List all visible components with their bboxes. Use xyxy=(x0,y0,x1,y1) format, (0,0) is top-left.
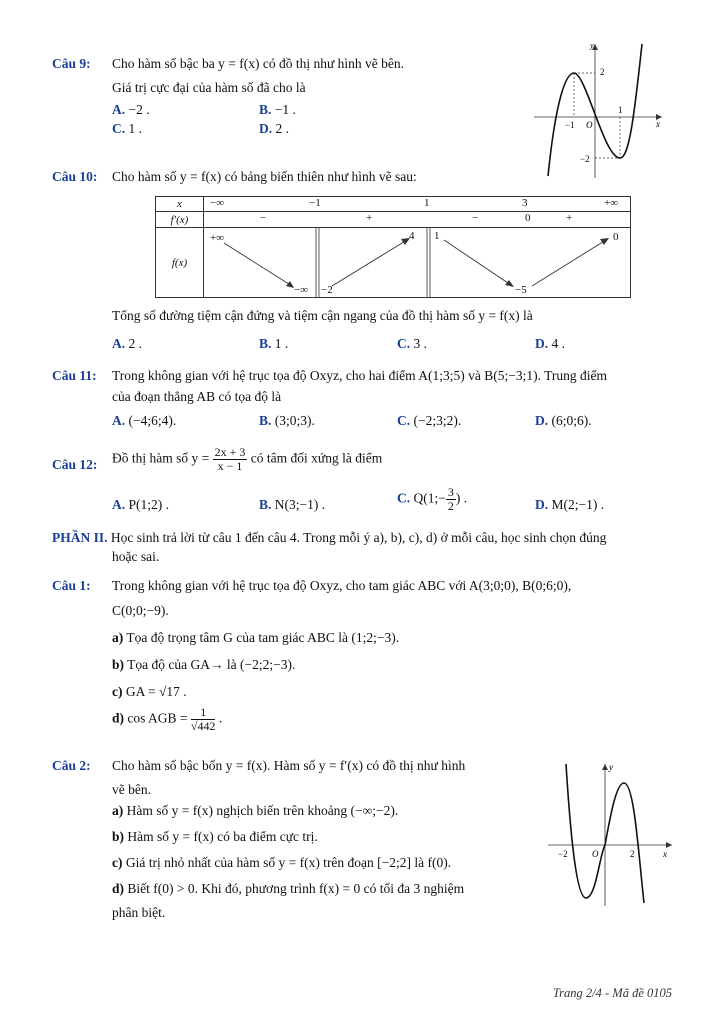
p2-derivative-graph xyxy=(548,758,678,908)
q11-option-c: C. (−2;3;2). xyxy=(397,413,462,428)
vt-f-0: +∞ xyxy=(210,232,225,244)
p2-graph-x: x xyxy=(663,849,667,859)
q12-label: Câu 12: xyxy=(52,457,98,472)
vt-sign-4: + xyxy=(566,212,573,224)
part2-text2: hoặc sai. xyxy=(112,549,160,564)
q10-text: Cho hàm số y = f(x) có bảng biến thiên như hình vẽ sau: xyxy=(112,169,417,184)
vt-f-row xyxy=(204,228,631,298)
vt-x-0: −∞ xyxy=(210,197,225,209)
vt-sign-3: 0 xyxy=(525,212,531,224)
q11-option-b: B. (3;0;3). xyxy=(259,413,315,428)
q9-cubic-graph xyxy=(534,38,670,178)
vt-sign-0: − xyxy=(260,212,267,224)
p1-text2: C(0;0;−9). xyxy=(112,603,169,618)
p1-item-d: d) cos AGB = $\frac{1}{√442}$ . xyxy=(112,705,223,733)
vt-x-3: 3 xyxy=(522,197,528,209)
q11-label: Câu 11: xyxy=(52,368,97,383)
p2-graph-tick-neg2: −2 xyxy=(558,849,568,859)
q11-text: Trong không gian với hệ trục tọa độ Oxyz, cho hai điểm A(1;3;5) và B(5;−3;1). Trung điểm xyxy=(112,368,607,383)
q11-text2: của đoạn thẳng AB có tọa độ là xyxy=(112,389,282,404)
vt-f-2: −2 xyxy=(321,284,333,296)
q10-question: Tổng số đường tiệm cận đứng và tiệm cận ngang của đồ thị hàm số y = f(x) là xyxy=(112,308,533,323)
p2-item-b: b) Hàm số y = f(x) có ba điểm cực trị. xyxy=(112,829,318,844)
vt-fp-label: f′(x) xyxy=(156,212,204,228)
q9-graph-tick-1: 1 xyxy=(618,105,623,115)
p2-item-c: c) Giá trị nhỏ nhất của hàm số y = f(x) trên đoạn [−2;2] là f(0). xyxy=(112,855,452,870)
q10-option-b: B. 1 . xyxy=(259,336,289,351)
p1-text: Trong không gian với hệ trục tọa độ Oxyz, cho tam giác ABC với A(3;0;0), B(0;6;0), xyxy=(112,578,572,593)
p1-label: Câu 1: xyxy=(52,578,91,593)
vt-f-label: f(x) xyxy=(156,228,204,298)
p2-graph-tick-2: 2 xyxy=(630,849,635,859)
q9-option-a: A. −2 . xyxy=(112,102,150,117)
q9-graph-tick-neg2: −2 xyxy=(580,154,590,164)
vt-f-6: 0 xyxy=(613,231,619,243)
q9-graph-x: x xyxy=(656,119,660,129)
p2-graph-origin: O xyxy=(592,849,599,859)
q9-option-b: B. −1 . xyxy=(259,102,296,117)
q10-label: Câu 10: xyxy=(52,169,98,184)
vt-x-1: −1 xyxy=(309,197,321,209)
vt-x-label: x xyxy=(156,197,204,212)
q12-option-d: D. M(2;−1) . xyxy=(535,497,605,512)
vt-f-3: 4 xyxy=(409,230,415,242)
q9-graph-tick-2: 2 xyxy=(600,67,605,77)
p2-text: Cho hàm số bậc bốn y = f(x). Hàm số y = f′(x) có đồ thị như hình xyxy=(112,758,466,773)
vt-f-4: 1 xyxy=(434,230,440,242)
q11-option-a: A. (−4;6;4). xyxy=(112,413,177,428)
p2-text2: vẽ bên. xyxy=(112,782,151,797)
q9-text: Cho hàm số bậc ba y = f(x) có đồ thị như hình vẽ bên. xyxy=(112,56,404,71)
q10-option-c: C. 3 . xyxy=(397,336,427,351)
q9-graph-tick-neg1: −1 xyxy=(565,120,575,130)
vt-f-5: −5 xyxy=(515,284,527,296)
part2-heading: PHẦN II. Học sinh trả lời từ câu 1 đến câu 4. Trong mỗi ý a), b), c), d) ở mỗi câu, học sinh chọn đúng xyxy=(52,530,607,545)
vt-sign-1: + xyxy=(366,212,373,224)
page-footer: Trang 2/4 - Mã đề 0105 xyxy=(552,986,672,1000)
q9-graph-origin: O xyxy=(586,120,593,130)
vt-arrows xyxy=(204,228,631,298)
q9-label: Câu 9: xyxy=(52,56,91,71)
p2-graph-y: y xyxy=(609,762,613,772)
vt-x-4: +∞ xyxy=(604,197,619,209)
p2-item-d: d) Biết f(0) > 0. Khi đó, phương trình f(x) = 0 có tối đa 3 nghiệm xyxy=(112,881,465,896)
q12-fraction: $\frac{2x + 3}{x - 1}$ xyxy=(214,445,246,473)
p2-text-end: phân biệt. xyxy=(112,905,166,920)
q9-option-c: C. 1 . xyxy=(112,121,142,136)
p1-item-b: b) Tọa độ của GA→ là (−2;2;−3). xyxy=(112,657,296,672)
vt-x-row xyxy=(204,197,631,212)
q9-option-d: D. 2 . xyxy=(259,121,289,136)
q12-option-c: C. Q(1;− $\frac{3}{2}$ ) . xyxy=(397,485,468,513)
q12-option-a: A. P(1;2) . xyxy=(112,497,169,512)
p2-item-a: a) Hàm số y = f(x) nghịch biến trên khoảng (−∞;−2). xyxy=(112,803,399,818)
p1-item-a: a) Tọa độ trọng tâm G của tam giác ABC là (1;2;−3). xyxy=(112,630,400,645)
vt-sign-2: − xyxy=(472,212,479,224)
q9-text2: Giá trị cực đại của hàm số đã cho là xyxy=(112,80,306,95)
p2-label: Câu 2: xyxy=(52,758,91,773)
q12-option-b: B. N(3;−1) . xyxy=(259,497,326,512)
variation-table xyxy=(155,196,631,298)
q12-text: Đồ thị hàm số y = $\frac{2x + 3}{x - 1}$ có tâm đối xứng là điểm xyxy=(112,445,383,473)
q11-option-d: D. (6;0;6). xyxy=(535,413,592,428)
q10-option-d: D. 4 . xyxy=(535,336,565,351)
q10-option-a: A. 2 . xyxy=(112,336,142,351)
p1-item-c: c) GA = √17 . xyxy=(112,684,187,699)
vt-fp-row xyxy=(204,212,631,228)
vt-x-2: 1 xyxy=(424,197,430,209)
q9-graph-y: y xyxy=(590,41,594,50)
vt-f-1: −∞ xyxy=(294,284,309,296)
